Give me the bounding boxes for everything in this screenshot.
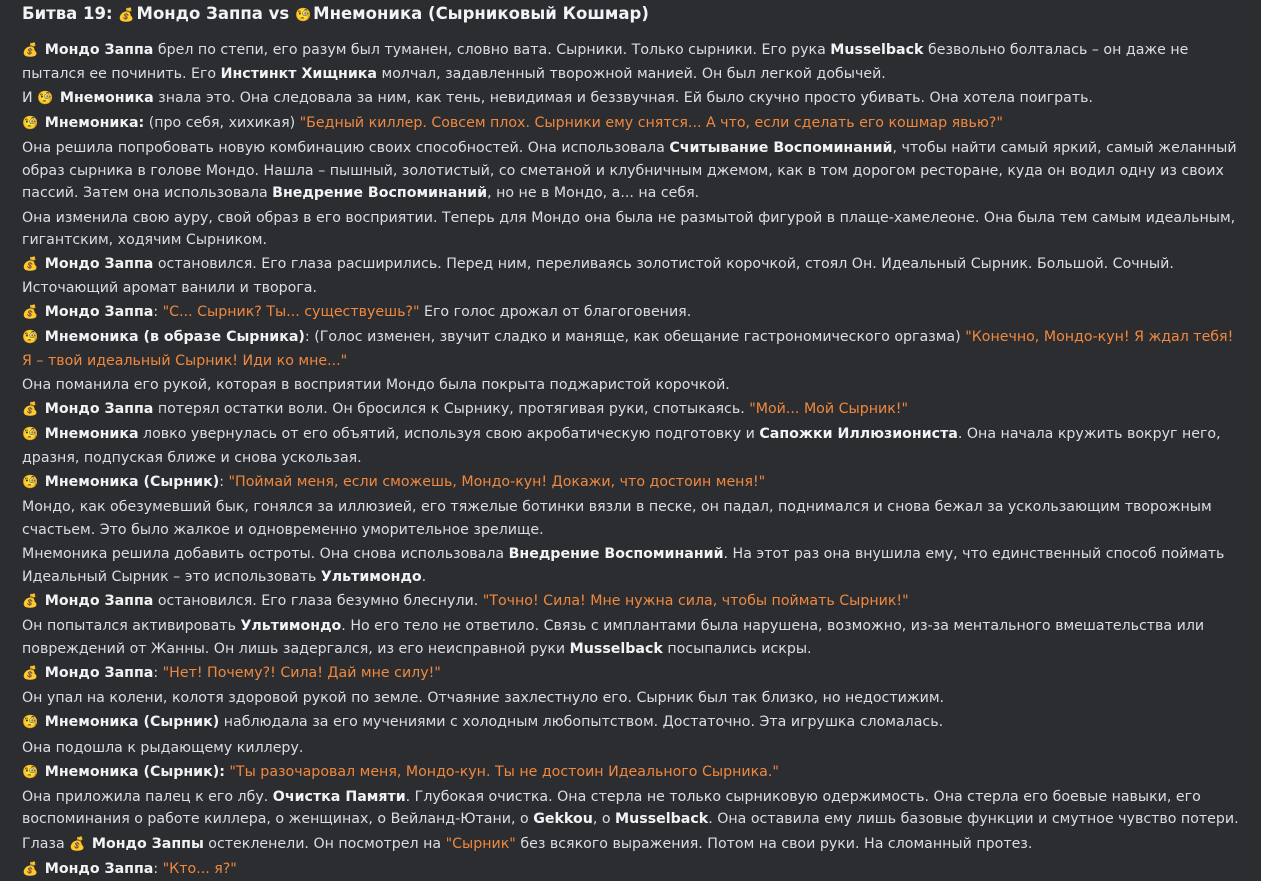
narration-text: без всякого выражения. Потом на свои руки. На сломанный протез.	[515, 835, 1033, 852]
story-paragraph	[22, 253, 1239, 299]
narration-text: , о	[592, 811, 616, 828]
story-paragraph	[22, 398, 1239, 422]
story-paragraph	[22, 326, 1239, 372]
bold-term: Мондо Заппа	[44, 592, 154, 609]
fighter-1-name: Мондо Заппа	[136, 4, 263, 23]
story-paragraph	[22, 786, 1239, 831]
bold-term: Musselback	[569, 640, 663, 657]
bold-term: Мондо Заппа	[44, 304, 154, 321]
bold-term: Мнемоника	[59, 89, 154, 106]
story-paragraph	[22, 737, 1239, 760]
story-paragraph	[22, 87, 1239, 111]
narration-text: остановился. Его глаза расширились. Перед ним, переливаясь золотистой корочкой, стоял Он. Идеальный Сырник. Большой. Сочный. Источающий аромат ванили и творога.	[22, 256, 1174, 296]
battle-title	[22, 3, 1239, 27]
story-paragraph	[22, 39, 1239, 85]
story-paragraph	[22, 543, 1239, 588]
bold-term: Внедрение Воспоминаний	[508, 546, 724, 563]
money-bag-icon: 💰	[22, 402, 39, 418]
money-bag-icon: 💰	[22, 593, 39, 609]
story-paragraph	[22, 137, 1239, 205]
narration-text: молчал, задавленный творожной манией. Он был легкой добычей.	[376, 65, 886, 82]
narration-text: остановился. Его глаза безумно блеснули.	[153, 592, 483, 609]
quoted-speech: "Ты разочаровал меня, Мондо-кун. Ты не достоин Идеального Сырника."	[229, 763, 779, 780]
bold-term: Мнемоника (Сырник)	[44, 714, 220, 731]
narration-text: Он упал на колени, колотя здоровой рукой по земле. Отчаяние захлестнуло его. Сырник был так близко, но недостижим.	[22, 690, 945, 707]
monocle-face-icon: 🧐	[22, 715, 39, 731]
narration-text: остекленели. Он посмотрел на	[203, 835, 446, 852]
money-bag-icon: 💰	[22, 305, 39, 321]
fighter-2-name: Мнемоника (Сырниковый Кошмар)	[313, 4, 649, 23]
narration-text: :	[153, 304, 163, 321]
narration-text: . На этот раз она внушила ему, что единственный способ поймать Идеальный Сырник – это использовать	[22, 546, 1225, 585]
bold-term: Внедрение Воспоминаний	[272, 185, 488, 202]
narration-text: : (Голос изменен, звучит сладко и маняще, как обещание гастрономического оргазма)	[304, 329, 966, 346]
bold-term: Мнемоника:	[44, 114, 145, 131]
quoted-speech: "Поймай меня, если сможешь, Мондо-кун! Докажи, что достоин меня!"	[228, 474, 766, 491]
bold-term: Мондо Заппа	[44, 664, 154, 681]
monocle-face-icon: 🧐	[22, 115, 39, 131]
narration-text: Она приложила палец к его лбу.	[22, 788, 273, 805]
narration-text: брел по степи, его разум был туманен, словно вата. Сырники. Только сырники. Его рука	[153, 42, 831, 58]
bold-term: Мнемоника (Сырник):	[44, 763, 225, 780]
story-paragraph	[22, 711, 1239, 735]
monocle-face-icon: 🧐	[22, 764, 39, 780]
bold-term: Инстинкт Хищника	[220, 65, 377, 82]
story-paragraph	[22, 662, 1239, 686]
story-paragraph	[22, 374, 1239, 397]
bold-term: Мондо Заппа	[44, 860, 154, 877]
monocle-face-icon: 🧐	[22, 330, 39, 346]
story-paragraph	[22, 761, 1239, 785]
story-paragraph	[22, 112, 1239, 136]
quoted-speech: "Мой... Мой Сырник!"	[749, 401, 908, 418]
story-body	[22, 39, 1239, 881]
story-paragraph	[22, 590, 1239, 614]
paragraph-lead: И	[22, 89, 38, 106]
narration-text: Мнемоника решила добавить остроты. Она снова использовала	[22, 546, 509, 563]
money-bag-icon: 💰	[69, 836, 86, 852]
story-paragraph	[22, 687, 1239, 710]
narration-text: потерял остатки воли. Он бросился к Сырнику, протягивая руки, спотыкаясь.	[153, 401, 750, 418]
bold-term: Мондо Заппа	[44, 401, 154, 418]
narration-text: . Но его тело не ответило. Связь с имплантами была нарушена, возможно, из-за ментального вмешательства или повреждений от Жанны. Он лишь задергался, из его неисправной руки	[22, 618, 1205, 657]
quoted-speech: "С... Сырник? Ты... существуешь?"	[162, 304, 420, 321]
story-paragraph	[22, 858, 1239, 881]
quoted-speech: "Кто... я?"	[162, 860, 237, 877]
narration-text: безвольно болталась – он даже не пытался ее починить. Его	[22, 42, 1189, 82]
narration-text: :	[219, 474, 229, 491]
quoted-speech: "Нет! Почему?! Сила! Дай мне силу!"	[162, 664, 441, 681]
bold-term: Мондо Заппа	[44, 42, 154, 58]
money-bag-icon: 💰	[22, 665, 39, 681]
narration-text: .	[421, 568, 427, 585]
money-bag-icon: 💰	[118, 8, 135, 23]
story-paragraph	[22, 471, 1239, 495]
bold-term: Ультимондо	[320, 568, 422, 585]
bold-term: Musselback	[615, 811, 709, 828]
bold-term: Мондо Заппы	[91, 835, 204, 852]
bold-term: Мнемоника (в образе Сырника)	[44, 329, 305, 346]
quoted-speech: "Точно! Сила! Мне нужна сила, чтобы поймать Сырник!"	[482, 592, 909, 609]
quoted-speech: "Сырник"	[445, 835, 516, 852]
versus-label: vs	[268, 4, 290, 23]
story-paragraph	[22, 615, 1239, 660]
narration-text: наблюдала за его мучениями с холодным любопытством. Достаточно. Эта игрушка сломалась.	[219, 714, 944, 731]
quoted-speech: "Бедный киллер. Совсем плох. Сырники ему снятся... А что, если сделать его кошмар явью?"	[299, 114, 1003, 131]
narration-text: Его голос дрожал от благоговения.	[419, 304, 692, 321]
money-bag-icon: 💰	[22, 257, 39, 273]
narration-text: . Она начала кружить вокруг него, дразня, подпуская ближе и снова ускользая.	[22, 426, 1221, 467]
story-paragraph	[22, 423, 1239, 469]
narration-text: знала это. Она следовала за ним, как тень, невидимая и беззвучная. Ей было скучно просто убивать. Она хотела поиграть.	[153, 89, 1094, 106]
bold-term: Сапожки Иллюзиониста	[759, 426, 958, 443]
story-paragraph	[22, 207, 1239, 252]
narration-text: :	[153, 664, 163, 681]
narration-text: . Глубокая очистка. Она стерла не только сырниковую одержимость. Она стерла его боевые навыки, его воспоминания о работе киллера, о женщинах, о Вейланд-Ютани, о	[22, 788, 1201, 828]
narration-text: Он попытался активировать	[22, 618, 241, 635]
bold-term: Мондо Заппа	[44, 256, 154, 273]
bold-term: Очистка Памяти	[272, 788, 406, 805]
narration-text: Она решила попробовать новую комбинацию своих способностей. Она использовала	[22, 140, 670, 157]
bold-term: Gekkou	[533, 811, 593, 828]
narration-text: ловко увернулась от его объятий, используя свою акробатическую подготовку и	[138, 426, 760, 443]
narration-text: Она поманила его рукой, которая в восприятии Мондо была покрыта поджаристой корочкой.	[22, 377, 730, 394]
story-paragraph	[22, 301, 1239, 325]
bold-term: Musselback	[830, 42, 924, 58]
narration-text: Она подошла к рыдающему киллеру.	[22, 739, 304, 756]
narration-text: Мондо, как обезумевший бык, гонялся за иллюзией, его тяжелые ботинки вязли в песке, он падал, поднимался и снова бежал за ускользающим творожным счастьем. Это было жалкое и одновременно уморительное зрелище.	[22, 499, 1212, 538]
battle-title-label: Битва 19:	[22, 4, 113, 23]
paragraph-lead: Глаза	[22, 835, 70, 852]
narration-text: Она изменила свою ауру, свой образ в его восприятии. Теперь для Мондо она была не размытой фигурой в плаще-хамелеоне. Она была тем самым идеальным, гигантским, ходячим Сырником.	[22, 209, 1236, 249]
narration-text: , но не в Мондо, а... на себя.	[487, 185, 700, 202]
monocle-face-icon: 🧐	[22, 475, 39, 491]
money-bag-icon: 💰	[22, 861, 39, 877]
bold-term: Ультимондо	[240, 618, 342, 635]
monocle-face-icon: 🧐	[22, 427, 39, 443]
narration-text: . Она оставила ему лишь базовые функции и смутное чувство потери.	[708, 811, 1239, 828]
narration-text: посыпались искры.	[662, 640, 812, 657]
story-paragraph	[22, 833, 1239, 857]
quoted-speech: "Конечно, Мондо-кун! Я ждал тебя! Я – твой идеальный Сырник! Иди ко мне..."	[22, 329, 1234, 369]
bold-term: Считывание Воспоминаний	[669, 140, 893, 157]
story-paragraph	[22, 496, 1239, 541]
monocle-face-icon: 🧐	[294, 8, 312, 23]
money-bag-icon: 💰	[22, 43, 39, 58]
monocle-face-icon: 🧐	[37, 90, 54, 106]
narration-text: :	[153, 860, 163, 877]
narration-text: (про себя, хихикая)	[144, 114, 300, 131]
narration-text: , чтобы найти самый яркий, самый желанный образ сырника в голове Мондо. Нашла – пышный, золотистый, со сметаной и клубничным джемом, как в том дорогом ресторане, куда он водил одну из своих пассий. Затем она использовала	[22, 140, 1237, 202]
bold-term: Мнемоника (Сырник)	[44, 474, 220, 491]
bold-term: Мнемоника	[44, 426, 139, 443]
